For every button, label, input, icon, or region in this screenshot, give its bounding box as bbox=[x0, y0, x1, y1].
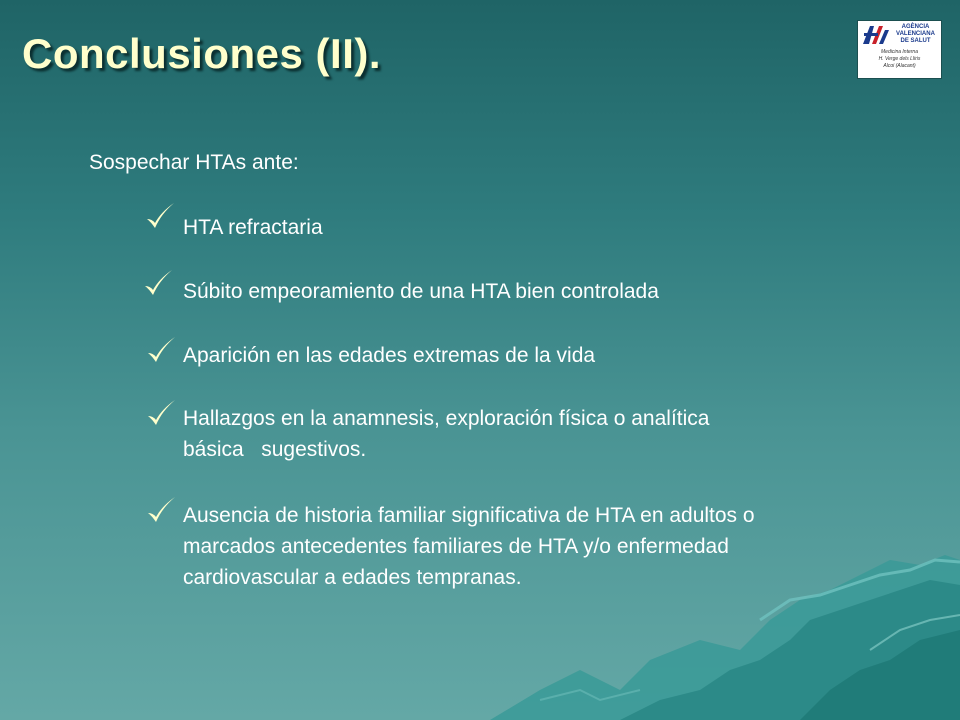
list-item-text: Hallazgos en la anamnesis, exploración física o analítica básica sugestivos. bbox=[183, 407, 710, 461]
logo-sub-line: H. Verge dels Lliris bbox=[878, 56, 921, 62]
agencia-valenciana-salut-logo bbox=[857, 20, 942, 79]
checkmark-icon bbox=[143, 200, 177, 234]
checkmark-icon bbox=[144, 334, 178, 368]
list-item-text: Súbito empeoramiento de una HTA bien controlada bbox=[183, 280, 659, 303]
logo-sub-line: Alcoi (Alacant) bbox=[883, 63, 916, 69]
logo-name-line: AGÈNCIA bbox=[901, 24, 930, 30]
logo-name-line: DE SALUT bbox=[900, 38, 931, 44]
logo-name-line: VALENCIANA bbox=[896, 31, 935, 37]
checkmark-icon bbox=[141, 267, 175, 301]
logo-subtitle bbox=[860, 49, 939, 70]
list-item-text: Ausencia de historia familiar significativa de HTA en adultos o marcados antecedentes familiares de HTA y/o enfermedad cardiovascular a edades tempranas. bbox=[183, 504, 755, 589]
slide-title: Conclusiones (II). bbox=[22, 30, 382, 77]
logo-name bbox=[892, 24, 939, 45]
checkmark-icon bbox=[144, 494, 178, 528]
logo-mark-icon bbox=[861, 24, 891, 46]
list-item-text: HTA refractaria bbox=[183, 216, 323, 239]
checkmark-icon bbox=[144, 397, 178, 431]
intro-text: Sospechar HTAs ante: bbox=[89, 151, 299, 174]
list-item-text: Aparición en las edades extremas de la vida bbox=[183, 344, 596, 367]
logo-sub-line: Medicina Interna bbox=[881, 49, 918, 55]
